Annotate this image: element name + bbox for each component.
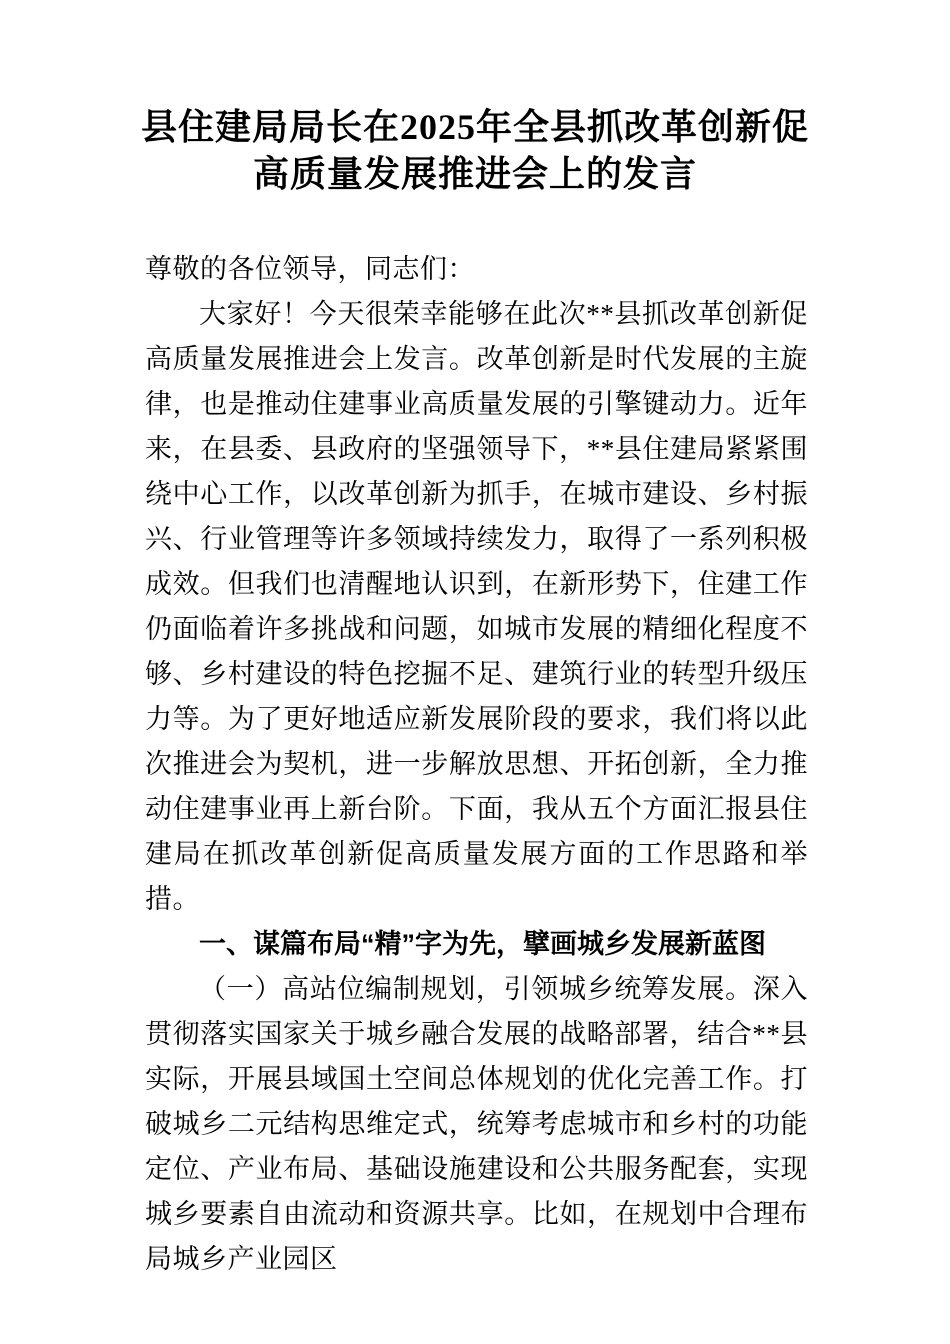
document-body	[145, 247, 808, 1282]
paragraph-section-1-rest: 深入贯彻落实国家关于城乡融合发展的战略部署，结合**县实际，开展县域国土空间总体规划的优化完善工作。打破城乡二元结构思维定式，统筹考虑城市和乡村的功能定位、产业布局、基础设施建设和公共服务配套，实现城乡要素自由流动和资源共享。比如，在规划中合理布局城乡产业园区	[145, 974, 809, 1274]
section-heading-1: 一、谋篇布局“精”字为先，擘画城乡发展新蓝图	[199, 929, 766, 959]
paragraph-section-1-lead: （一）高站位编制规划，引领城乡统筹发展。	[199, 974, 753, 1004]
paragraph-section-1	[145, 967, 808, 1282]
paragraph-opening: 大家好！今天很荣幸能够在此次**县抓改革创新促高质量发展推进会上发言。改革创新是时代发展的主旋律，也是推动住建事业高质量发展的引擎键动力。近年来，在县委、县政府的坚强领导下，**县住建局紧紧围绕中心工作，以改革创新为抓手，在城市建设、乡村振兴、行业管理等许多领域持续发力，取得了一系列积极成效。但我们也清醒地认识到，在新形势下，住建工作仍面临着许多挑战和问题，如城市发展的精细化程度不够、乡村建设的特色挖掘不足、建筑行业的转型升级压力等。为了更好地适应新发展阶段的要求，我们将以此次推进会为契机，进一步解放思想、开拓创新，全力推动住建事业再上新台阶。下面，我从五个方面汇报县住建局在抓改革创新促高质量发展方面的工作思路和举措。	[145, 299, 808, 914]
title-line-2: 高质量发展推进会上的发言	[252, 154, 697, 194]
document-title	[120, 104, 830, 198]
title-line-1: 县住建局局长在2025年全县抓改革创新促	[140, 107, 809, 147]
salutation: 尊敬的各位领导，同志们：	[145, 254, 475, 284]
